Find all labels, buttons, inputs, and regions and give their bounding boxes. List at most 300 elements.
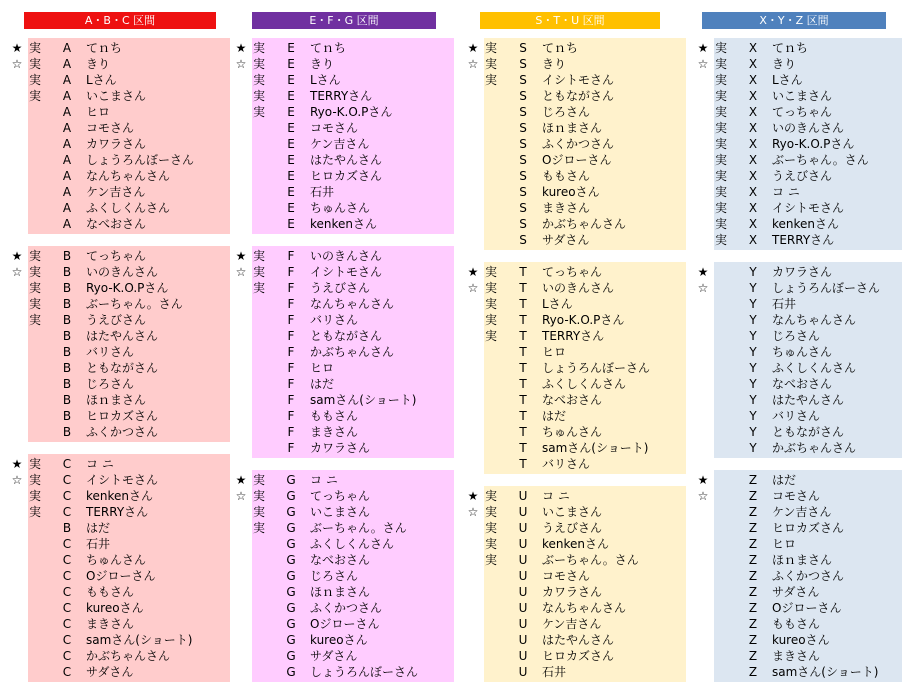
runner-name: ふくしくんさん [542, 377, 627, 391]
leg-letter: E [287, 185, 295, 199]
runner-name: Lさん [542, 297, 573, 311]
roster-row [697, 56, 902, 72]
leg-letter: G [286, 521, 296, 535]
jitsu-mark: 実 [714, 169, 727, 183]
leg-letter: A [62, 121, 72, 135]
filled-star-icon: ★ [235, 41, 247, 55]
jitsu-mark: 実 [484, 521, 497, 535]
runner-name: ちゅんさん [772, 345, 833, 359]
leg-letter: S [519, 169, 527, 183]
roster-row [14, 520, 230, 536]
leg-letter: B [62, 329, 72, 343]
filled-star-icon: ★ [697, 473, 709, 487]
runner-name: ももさん [542, 169, 591, 183]
jitsu-mark: 実 [714, 201, 727, 215]
leg-letter: Y [749, 393, 757, 407]
roster-row [238, 392, 454, 408]
roster-row [470, 200, 686, 216]
leg-letter: F [287, 377, 295, 391]
runner-name: 石井 [310, 185, 335, 199]
roster-row [470, 136, 686, 152]
runner-name: コモさん [86, 121, 135, 135]
leg-letter: E [287, 217, 295, 231]
roster-row [235, 56, 454, 72]
leg-letter: X [748, 169, 758, 183]
jitsu-mark: 実 [484, 281, 497, 295]
runner-name: ももさん [772, 617, 821, 631]
jitsu-mark: 実 [28, 297, 41, 311]
leg-letter: X [748, 217, 758, 231]
leg-letter: E [287, 89, 295, 103]
runner-name: カワラさん [310, 441, 371, 455]
filled-star-icon: ★ [11, 41, 23, 55]
runner-name: はだ [772, 473, 797, 487]
jitsu-mark: 実 [714, 137, 727, 151]
leg-letter: F [287, 265, 295, 279]
leg-letter: A [62, 41, 72, 55]
roster-row [14, 488, 230, 504]
leg-letter: T [519, 345, 527, 359]
outline-star-icon: ☆ [467, 57, 479, 71]
runner-name: ちゅんさん [310, 201, 371, 215]
roster-row [470, 296, 686, 312]
leg-letter: E [287, 121, 295, 135]
roster-row [238, 88, 454, 104]
leg-letter: G [286, 505, 296, 519]
runner-name: ももさん [310, 409, 359, 423]
runner-name: ヒロ [86, 105, 111, 119]
leg-letter: U [518, 569, 528, 583]
runner-name: ほｎまさん [86, 393, 147, 407]
leg-letter: X [748, 121, 758, 135]
leg-letter: X [748, 185, 758, 199]
roster-row [700, 184, 902, 200]
runner-name: samさん(ショート) [542, 441, 649, 455]
leg-letter: S [519, 89, 527, 103]
jitsu-mark: 実 [28, 489, 41, 503]
runner-name: Ryo-K.O.Pさん [86, 281, 169, 295]
runner-name: ふくしくんさん [310, 537, 395, 551]
runner-name: ケン吉さん [86, 185, 146, 199]
runner-name: Lさん [772, 73, 803, 87]
leg-letter: X [748, 41, 758, 55]
roster-row [235, 248, 454, 264]
jitsu-mark: 実 [28, 313, 41, 327]
leg-letter: F [287, 297, 295, 311]
leg-letter: S [519, 105, 527, 119]
runner-name: てｎち [310, 41, 347, 55]
runner-name: TERRYさん [772, 233, 835, 247]
runner-name: ぶーちゃん。さん [542, 553, 639, 567]
leg-letter: E [287, 137, 295, 151]
jitsu-mark: 実 [714, 121, 727, 135]
roster-row [470, 360, 686, 376]
roster-row [14, 664, 230, 680]
leg-letter: S [519, 185, 527, 199]
roster-row [14, 504, 230, 520]
roster-row [14, 584, 230, 600]
runner-name: いこまさん [772, 89, 833, 103]
roster-row [238, 184, 454, 200]
runner-name: はたやんさん [772, 393, 845, 407]
roster-row [238, 344, 454, 360]
roster-row [238, 312, 454, 328]
leg-letter: E [287, 105, 295, 119]
filled-star-icon: ★ [11, 457, 23, 471]
leg-letter: U [518, 617, 528, 631]
jitsu-mark: 実 [484, 57, 497, 71]
runner-name: ヒロカズさん [310, 169, 383, 183]
leg-letter: S [519, 57, 527, 71]
runner-name: なんちゃんさん [86, 169, 171, 183]
runner-name: ともながさん [542, 89, 615, 103]
roster-row [700, 584, 902, 600]
roster-row [238, 280, 454, 296]
roster-row [697, 472, 902, 488]
leg-letter: A [62, 185, 72, 199]
jitsu-mark: 実 [252, 41, 265, 55]
runner-name: バリさん [310, 313, 359, 327]
roster-row [700, 232, 902, 248]
runner-name: ヒロ [772, 537, 797, 551]
leg-letter: F [287, 441, 295, 455]
roster-row [700, 152, 902, 168]
leg-letter: B [62, 265, 72, 279]
roster-row [470, 168, 686, 184]
roster-row [238, 120, 454, 136]
outline-star-icon: ☆ [697, 489, 709, 503]
jitsu-mark: 実 [484, 505, 497, 519]
leg-letter: C [62, 473, 72, 487]
runner-name: まきさん [86, 617, 135, 631]
runner-name: なんちゃんさん [772, 313, 857, 327]
runner-name: なべおさん [310, 553, 371, 567]
section-header-xyz: X・Y・Z 区間 [702, 12, 886, 29]
roster-row [14, 312, 230, 328]
leg-letter: C [62, 601, 72, 615]
runner-name: うえびさん [772, 169, 833, 183]
runner-name: TERRYさん [86, 505, 149, 519]
runner-name: コモさん [310, 121, 359, 135]
runner-name: いこまさん [542, 505, 603, 519]
leg-letter: F [287, 329, 295, 343]
leg-letter: B [62, 393, 72, 407]
roster-row [14, 296, 230, 312]
jitsu-mark: 実 [484, 329, 497, 343]
roster-row [700, 536, 902, 552]
runner-name: かぶちゃんさん [310, 345, 395, 359]
leg-letter: Y [749, 281, 757, 295]
leg-letter: X [748, 57, 758, 71]
roster-row [700, 72, 902, 88]
roster-row [470, 664, 686, 680]
leg-letter: X [748, 89, 758, 103]
runner-name: まきさん [772, 649, 821, 663]
leg-letter: Y [749, 409, 757, 423]
roster-row [14, 600, 230, 616]
leg-letter: F [287, 425, 295, 439]
roster-row [700, 296, 902, 312]
roster-row [14, 168, 230, 184]
leg-letter: B [62, 409, 72, 423]
roster-row [470, 536, 686, 552]
jitsu-mark: 実 [252, 265, 265, 279]
runner-name: kenkenさん [772, 217, 840, 231]
leg-letter: T [519, 441, 527, 455]
filled-star-icon: ★ [235, 473, 247, 487]
roster-row [470, 104, 686, 120]
leg-letter: S [519, 217, 527, 231]
roster-row [238, 376, 454, 392]
filled-star-icon: ★ [11, 249, 23, 263]
leg-letter: T [519, 329, 527, 343]
runner-name: ほｎまさん [310, 585, 371, 599]
roster-row [467, 264, 686, 280]
runner-name: ふくしくんさん [772, 361, 857, 375]
leg-letter: F [287, 345, 295, 359]
roster-row [238, 216, 454, 232]
leg-letter: E [287, 201, 295, 215]
roster-row [238, 552, 454, 568]
runner-name: ヒロカズさん [542, 649, 615, 663]
leg-letter: B [62, 297, 72, 311]
leg-letter: Z [748, 617, 758, 631]
roster-row [697, 280, 902, 296]
runner-name: なんちゃんさん [310, 297, 395, 311]
roster-row [14, 152, 230, 168]
runner-name: 石井 [86, 537, 111, 551]
leg-letter: Y [749, 329, 757, 343]
leg-letter: Z [748, 505, 758, 519]
roster-row [14, 104, 230, 120]
roster-row [238, 152, 454, 168]
roster-row [700, 632, 902, 648]
runner-name: しょうろんぼーさん [310, 665, 419, 679]
runner-name: ふくかつさん [772, 569, 845, 583]
roster-row [238, 424, 454, 440]
runner-name: てっちゃん [542, 265, 603, 279]
roster-row [11, 40, 230, 56]
leg-letter: G [286, 649, 296, 663]
leg-letter: U [518, 585, 528, 599]
roster-row [470, 584, 686, 600]
runner-name: ヒロ [542, 345, 567, 359]
runner-name: ほｎまさん [772, 553, 833, 567]
roster-row [238, 664, 454, 680]
roster-row [470, 408, 686, 424]
roster-row [238, 200, 454, 216]
outline-star-icon: ☆ [11, 57, 23, 71]
leg-letter: C [62, 489, 72, 503]
roster-row [14, 648, 230, 664]
roster-row [700, 344, 902, 360]
leg-letter: T [519, 265, 527, 279]
leg-letter: F [287, 249, 295, 263]
runner-name: なんちゃんさん [542, 601, 627, 615]
roster-row [700, 216, 902, 232]
roster-row [470, 232, 686, 248]
runner-name: Oジローさん [542, 153, 612, 167]
jitsu-mark: 実 [484, 265, 497, 279]
roster-row [238, 632, 454, 648]
filled-star-icon: ★ [467, 41, 479, 55]
roster-row [700, 168, 902, 184]
leg-letter: A [62, 105, 72, 119]
roster-row [470, 328, 686, 344]
runner-name: てｎち [542, 41, 579, 55]
roster-row [470, 216, 686, 232]
runner-name: ちゅんさん [86, 553, 147, 567]
runner-name: きり [86, 57, 111, 71]
runner-name: ともながさん [310, 329, 383, 343]
runner-name: じろさん [542, 105, 591, 119]
leg-letter: G [286, 473, 296, 487]
roster-row [14, 216, 230, 232]
roster-row [470, 616, 686, 632]
jitsu-mark: 実 [714, 153, 727, 167]
runner-name: かぶちゃんさん [86, 649, 171, 663]
runner-name: バリさん [542, 457, 591, 471]
runner-name: ふくかつさん [310, 601, 383, 615]
roster-row [700, 392, 902, 408]
runner-name: 石井 [542, 665, 567, 679]
leg-letter: C [62, 553, 72, 567]
leg-letter: Y [749, 441, 757, 455]
roster-row [11, 472, 230, 488]
roster-row [14, 392, 230, 408]
runner-name: ちゅんさん [542, 425, 603, 439]
leg-letter: F [287, 409, 295, 423]
filled-star-icon: ★ [467, 265, 479, 279]
runner-name: コ ニ [310, 473, 338, 487]
leg-letter: G [286, 665, 296, 679]
roster-row [14, 424, 230, 440]
leg-letter: C [62, 569, 72, 583]
roster-row [14, 120, 230, 136]
runner-name: ヒロカズさん [86, 409, 159, 423]
jitsu-mark: 実 [714, 233, 727, 247]
roster-row [11, 248, 230, 264]
roster-row [470, 184, 686, 200]
leg-letter: X [748, 233, 758, 247]
jitsu-mark: 実 [714, 41, 727, 55]
runner-name: てｎち [772, 41, 809, 55]
jitsu-mark: 実 [28, 281, 41, 295]
runner-name: samさん(ショート) [772, 665, 879, 679]
roster-row [470, 552, 686, 568]
runner-name: てっちゃん [772, 105, 833, 119]
jitsu-mark: 実 [714, 185, 727, 199]
jitsu-mark: 実 [714, 217, 727, 231]
runner-name: Ryo-K.O.Pさん [542, 313, 625, 327]
runner-name: コモさん [772, 489, 821, 503]
jitsu-mark: 実 [28, 457, 41, 471]
leg-letter: C [62, 665, 72, 679]
leg-letter: U [518, 601, 528, 615]
runner-name: samさん(ショート) [310, 393, 417, 407]
runner-name: ほｎまさん [542, 121, 603, 135]
leg-letter: S [519, 233, 527, 247]
roster-row [470, 392, 686, 408]
roster-row [235, 40, 454, 56]
runner-name: kureoさん [542, 185, 600, 199]
leg-letter: B [62, 425, 72, 439]
roster-row [14, 360, 230, 376]
runner-name: kenkenさん [86, 489, 154, 503]
roster-row [697, 264, 902, 280]
roster-row [467, 280, 686, 296]
runner-name: ふくかつさん [86, 425, 159, 439]
runner-name: イシトモさん [772, 201, 845, 215]
runner-name: うえびさん [542, 521, 603, 535]
roster-row [700, 520, 902, 536]
roster-row [470, 632, 686, 648]
leg-letter: T [519, 281, 527, 295]
leg-letter: A [62, 89, 72, 103]
roster-row [700, 440, 902, 456]
jitsu-mark: 実 [484, 297, 497, 311]
leg-letter: Y [749, 265, 757, 279]
runner-name: まきさん [542, 201, 591, 215]
runner-name: なべおさん [86, 217, 147, 231]
roster-row [14, 136, 230, 152]
roster-row [700, 376, 902, 392]
jitsu-mark: 実 [252, 473, 265, 487]
runner-name: Oジローさん [772, 601, 842, 615]
leg-letter: B [62, 313, 72, 327]
runner-name: コ ニ [772, 185, 800, 199]
runner-name: Oジローさん [310, 617, 380, 631]
leg-letter: T [519, 409, 527, 423]
roster-row [470, 376, 686, 392]
runner-name: てｎち [86, 41, 123, 55]
runner-name: いのきんさん [542, 281, 615, 295]
leg-letter: C [62, 633, 72, 647]
roster-row [238, 168, 454, 184]
leg-letter: C [62, 617, 72, 631]
leg-letter: T [519, 393, 527, 407]
roster-row [700, 200, 902, 216]
jitsu-mark: 実 [252, 57, 265, 71]
leg-letter: Z [748, 585, 758, 599]
roster-row [700, 328, 902, 344]
jitsu-mark: 実 [252, 281, 265, 295]
roster-row [470, 152, 686, 168]
leg-letter: Z [748, 489, 758, 503]
roster-row [238, 408, 454, 424]
roster-row [235, 472, 454, 488]
roster-row [14, 616, 230, 632]
runner-name: kenkenさん [542, 537, 610, 551]
leg-letter: A [62, 73, 72, 87]
roster-row [700, 408, 902, 424]
runner-name: はだ [86, 521, 111, 535]
leg-letter: Y [749, 297, 757, 311]
jitsu-mark: 実 [252, 521, 265, 535]
filled-star-icon: ★ [697, 265, 709, 279]
roster-row [697, 40, 902, 56]
leg-letter: Z [748, 553, 758, 567]
jitsu-mark: 実 [484, 73, 497, 87]
leg-letter: Z [748, 633, 758, 647]
leg-letter: T [519, 361, 527, 375]
leg-letter: G [286, 489, 296, 503]
runner-name: kureoさん [310, 633, 368, 647]
roster-row [14, 376, 230, 392]
leg-letter: X [748, 153, 758, 167]
roster-row [470, 456, 686, 472]
roster-row [467, 488, 686, 504]
